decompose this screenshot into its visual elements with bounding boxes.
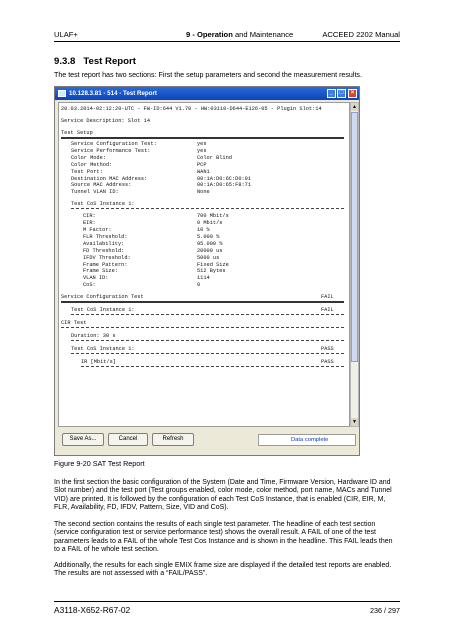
- result-label: Service Configuration Test: [61, 294, 144, 301]
- status-field: Data complete: [258, 434, 356, 446]
- setup-value: 00:1A:D0:65:F8:71: [197, 182, 252, 189]
- setup-value: 00:1A:D0:6C:D0:01: [197, 175, 252, 182]
- cos-value: 1114: [197, 275, 210, 282]
- save-as-button[interactable]: Save As...: [62, 433, 104, 446]
- cos-label: Availability:: [83, 240, 125, 247]
- result-divider: [61, 327, 344, 328]
- setup-label: Service Performance Test:: [71, 147, 151, 154]
- cos-value: 5.000 %: [197, 233, 220, 240]
- result-label: Test CoS Instance 1:: [71, 307, 135, 314]
- figure-caption: Figure 9-20 SAT Test Report: [54, 459, 145, 468]
- vertical-scrollbar[interactable]: [350, 102, 359, 427]
- cos-value: 700 Mbit/s: [197, 213, 229, 220]
- test-report-window: [54, 86, 360, 456]
- cos-label: Frame Pattern:: [83, 261, 128, 268]
- result-divider: [71, 314, 344, 315]
- header-manual-title: ACCEED 2202 Manual: [322, 30, 400, 39]
- cos-label: IFDV Threshold:: [83, 254, 131, 261]
- result-status: FAIL: [321, 307, 334, 314]
- cos-value: 10 %: [197, 227, 210, 233]
- result-status: PASS: [321, 346, 334, 353]
- result-divider: [71, 353, 344, 354]
- window-titlebar: [55, 87, 359, 100]
- report-header-line: 20.03.2014-02:12:20-UTC - FW-ID:644 V1.70 - HW:03110-D644-E126-05 - Plugin Slot:14: [61, 106, 322, 112]
- setup-value: None: [197, 189, 210, 196]
- cos-value: 20000 us: [197, 247, 223, 254]
- cancel-button[interactable]: Cancel: [108, 433, 148, 446]
- refresh-button[interactable]: Refresh: [152, 433, 194, 446]
- scroll-down-icon[interactable]: ▼: [352, 419, 357, 425]
- setup-value: yes: [197, 147, 207, 154]
- cos-value: 95.000 %: [197, 240, 223, 247]
- cos-value: Fixed Size: [197, 261, 229, 268]
- scrollbar-thumb[interactable]: [351, 112, 358, 362]
- window-title: 10.128.3.81 - 514 - Test Report: [69, 90, 157, 97]
- cos-label: FLR Threshold:: [83, 233, 128, 240]
- result-divider: [81, 366, 344, 367]
- page-number: 236 / 297: [370, 606, 400, 615]
- setup-label: Color Method:: [71, 161, 113, 168]
- report-text-area[interactable]: [58, 102, 350, 427]
- section-heading: Test Report: [83, 56, 136, 67]
- cos-label: CoS:: [83, 282, 96, 289]
- app-icon: [58, 90, 66, 97]
- section-number: 9.3.8: [54, 56, 76, 67]
- result-status: PASS: [321, 359, 334, 366]
- setup-value: yes: [197, 141, 207, 147]
- cos-label: Frame Size:: [83, 268, 118, 275]
- cos-value: 0 Mbit/s: [197, 220, 223, 227]
- setup-label: Tunnel VLAN ID:: [71, 189, 119, 196]
- paragraph-1: In the first section the basic configuration of the System (Date and Time, Firmware Version, Hardware ID and Slot number) and the test port (Test groups enabled, color mode, color method, port name, MACs and Tunnel VID) are printed. It is followed by the configuration of each Test CoS Instance, that is enabled (CIR, EIR, M, FLR, Availability, FD, IFDV, Pattern, Size, VID and CoS).: [54, 479, 392, 512]
- minimize-button[interactable]: _: [327, 89, 336, 98]
- section-divider: [61, 137, 344, 139]
- cos-value: 512 Bytes: [197, 268, 226, 275]
- result-label: CIR Test: [61, 320, 87, 327]
- setup-label: Source MAC Address:: [71, 182, 132, 189]
- cos-label: VLAN ID:: [83, 275, 109, 282]
- setup-label: Test Port:: [71, 168, 103, 175]
- paragraph-2: The second section contains the results of each single test parameter. The headline of each test section (service configuration test or service performance test) shows the overall result. A FAIL of one of the test parameters leads to a FAIL of the whole Test Cos Instance and is shown in the headline. This FAIL leads then to a FAIL of he whole test section.: [54, 521, 393, 554]
- close-button[interactable]: ×: [348, 89, 357, 98]
- result-label: Test CoS Instance 1:: [71, 346, 135, 353]
- button-row: [58, 429, 358, 453]
- result-divider: [61, 301, 344, 303]
- service-description: Service Description: Slot 14: [61, 118, 151, 124]
- setup-value: PCP: [197, 161, 207, 168]
- test-setup-title: Test Setup: [61, 130, 93, 136]
- setup-label: Service Configuration Test:: [71, 141, 157, 147]
- section-title: [54, 56, 144, 67]
- setup-value: WAN1: [197, 168, 210, 175]
- result-divider: [71, 340, 344, 341]
- cos-value: 0: [197, 282, 201, 289]
- document-id: A3118-X652-R67-02: [54, 605, 131, 615]
- result-label: Duration: 30 s: [71, 333, 116, 340]
- cos-instance-title: Test CoS Instance 1:: [71, 201, 135, 208]
- setup-label: Color Mode:: [71, 154, 106, 161]
- page-header: [54, 28, 400, 42]
- dashed-divider: [71, 208, 344, 209]
- cos-label: EIR:: [83, 220, 96, 227]
- cos-label: M Factor:: [83, 227, 112, 233]
- maximize-button[interactable]: □: [337, 89, 346, 98]
- page-footer: [54, 601, 400, 615]
- header-product: ULAF+: [54, 30, 78, 39]
- cos-label: CIR:: [83, 213, 96, 220]
- intro-text: The test report has two sections: First the setup parameters and second the measurement results.: [54, 71, 362, 79]
- result-label: IR [Mbit/s]: [81, 359, 116, 366]
- result-status: FAIL: [321, 294, 334, 301]
- scroll-up-icon[interactable]: ▲: [352, 104, 357, 110]
- cos-label: FD Threshold:: [83, 247, 125, 254]
- setup-value: Color Blind: [197, 154, 232, 161]
- paragraph-3: Additionally, the results for each single EMIX frame size are displayed if the detailed test reports are enabled. The results are not assessed with a “FAIL/PASS”.: [54, 562, 392, 578]
- setup-label: Destination MAC Address:: [71, 175, 148, 182]
- cos-value: 5000 us: [197, 254, 220, 261]
- header-chapter: 9 - Operation and Maintenance: [186, 30, 294, 39]
